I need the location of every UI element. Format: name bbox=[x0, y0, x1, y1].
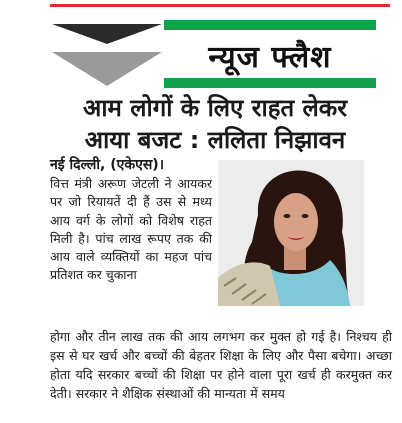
chevron-bottom bbox=[52, 52, 162, 86]
masthead bbox=[164, 20, 376, 88]
article-headline bbox=[40, 92, 390, 156]
masthead-bottom-bar bbox=[164, 78, 376, 88]
masthead-top-bar bbox=[164, 20, 376, 30]
headline-line-1: आम लोगों के लिए राहत लेकर bbox=[82, 94, 348, 122]
headline-line-2: आया बजट : ललिता निझावन bbox=[84, 126, 346, 154]
chevron-graphic bbox=[52, 24, 162, 86]
portrait-photo bbox=[218, 160, 364, 306]
article-body bbox=[50, 327, 392, 403]
top-red-rule bbox=[50, 4, 390, 7]
article-column bbox=[50, 156, 212, 284]
portrait-image bbox=[218, 160, 364, 306]
chevron-top bbox=[52, 24, 162, 44]
body-paragraph: होगा और तीन लाख तक की आय लगभग कर मुक्त हो गई है। निश्चय ही इस से घर खर्च और बच्चों की बेहतर शिक्षा के लिए और पैसा बचेगा। अच्छा होता यदि सरकार बच्चों की शिक्षा पर होने वाला पूरा खर्च ही करमुक्त कर देती। सरकार ने शैक्षिक संस्थाओं की मान्यता में समय bbox=[50, 329, 392, 401]
column-text: वित्त मंत्री अरूण जेटली ने आयकर पर जो रियायतें दी हैं उस से मध्य आय वर्ग के लोगों को विशेष राहत मिली है। पांच लाख रूपए तक की आय वाले व्यक्तियों का महज पांच प्रतिशत कर चुकाना bbox=[50, 176, 212, 283]
dateline: नई दिल्ली, (एकेएस)। bbox=[50, 157, 165, 173]
masthead-title: न्यूज फ्लैश bbox=[208, 39, 332, 75]
